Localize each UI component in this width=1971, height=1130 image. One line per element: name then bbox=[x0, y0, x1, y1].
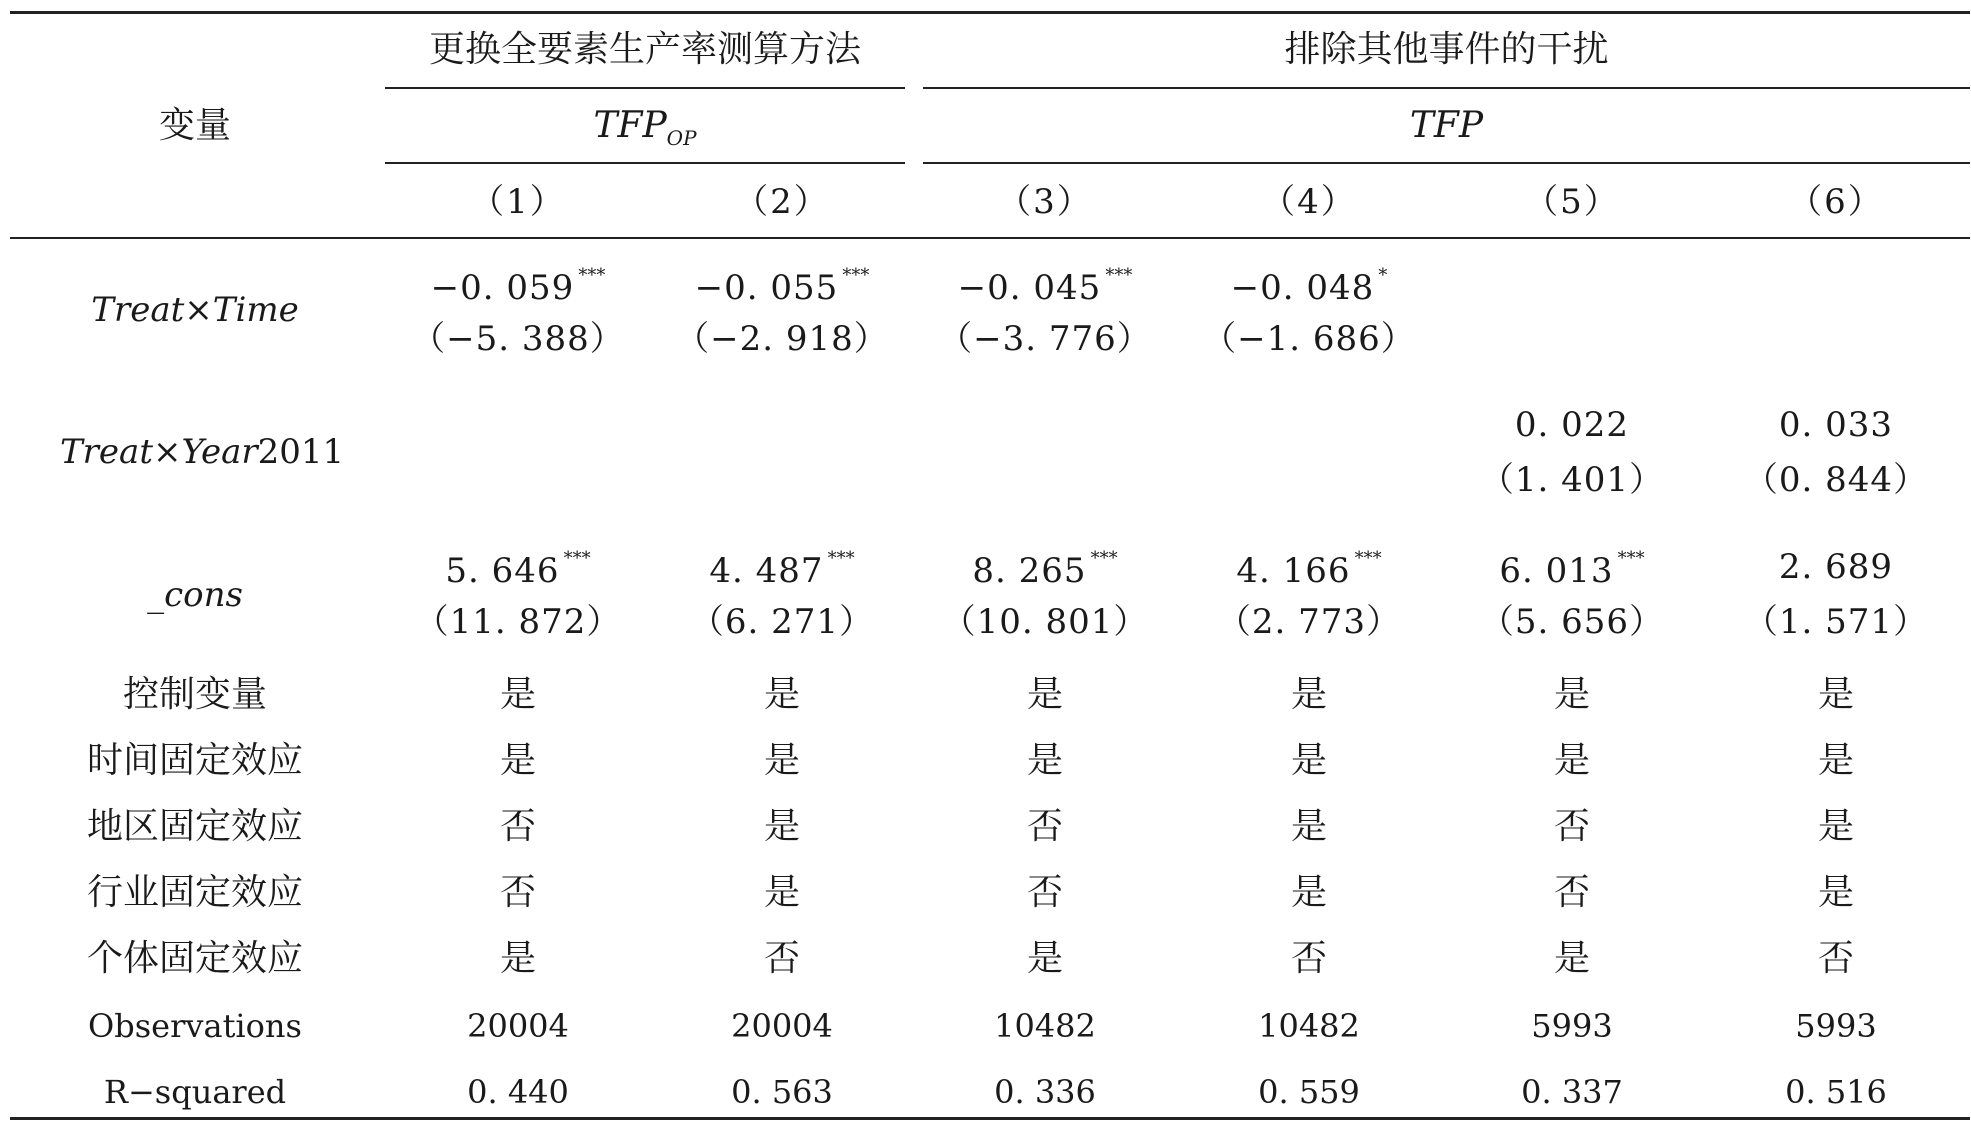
yes-no-cell: 是 bbox=[763, 740, 800, 781]
col-number: （6） bbox=[1788, 182, 1884, 222]
yes-no-cell: 是 bbox=[1290, 806, 1327, 847]
col-number: （5） bbox=[1524, 182, 1620, 222]
group1-dep-underline bbox=[385, 162, 905, 164]
yes-no-cell: 是 bbox=[1817, 674, 1854, 715]
observations-cell: 5993 bbox=[1531, 1007, 1613, 1045]
group2-title: 排除其他事件的干扰 bbox=[1284, 29, 1609, 70]
r-squared-cell: 0. 516 bbox=[1785, 1073, 1887, 1111]
row-label-firm-fe: 个体固定效应 bbox=[86, 938, 303, 979]
row-label-time-fe: 时间固定效应 bbox=[86, 740, 303, 781]
r-squared-cell: 0. 563 bbox=[731, 1073, 833, 1111]
row-label-industry-fe: 行业固定效应 bbox=[86, 872, 303, 913]
yes-no-cell: 是 bbox=[499, 674, 536, 715]
yes-no-cell: 是 bbox=[763, 872, 800, 913]
row-label-r-squared: R−squared bbox=[103, 1073, 287, 1111]
col-number: （1） bbox=[470, 182, 566, 222]
yes-no-cell: 是 bbox=[1290, 872, 1327, 913]
group1-dependent-variable bbox=[385, 105, 905, 150]
tstat-cell: （11. 872） bbox=[414, 602, 622, 642]
yes-no-cell: 是 bbox=[1817, 806, 1854, 847]
coef-cell: 0. 022 bbox=[1514, 405, 1630, 445]
coef-cell: 4. 166 *** bbox=[1236, 548, 1382, 591]
r-squared-cell: 0. 336 bbox=[994, 1073, 1096, 1111]
row-label-cons: _cons bbox=[147, 575, 243, 615]
coef-cell: 6. 013 *** bbox=[1499, 548, 1645, 591]
top-rule bbox=[10, 11, 1970, 14]
yes-no-cell: 否 bbox=[763, 938, 800, 979]
row-label-treat-year2011: Treat×Year2011 bbox=[60, 432, 345, 472]
tstat-cell: （−1. 686） bbox=[1202, 319, 1416, 359]
yes-no-cell: 否 bbox=[1817, 938, 1854, 979]
tstat-cell: （0. 844） bbox=[1743, 460, 1929, 500]
row-label-controls: 控制变量 bbox=[122, 674, 267, 715]
yes-no-cell: 是 bbox=[1026, 938, 1063, 979]
header-bottom-rule bbox=[10, 237, 1970, 239]
yes-no-cell: 是 bbox=[499, 740, 536, 781]
yes-no-cell: 是 bbox=[763, 674, 800, 715]
yes-no-cell: 是 bbox=[763, 806, 800, 847]
observations-cell: 5993 bbox=[1795, 1007, 1877, 1045]
group2-dep-underline bbox=[923, 162, 1970, 164]
yes-no-cell: 是 bbox=[1817, 872, 1854, 913]
variable-header: 变量 bbox=[158, 105, 231, 146]
coef-cell: −0. 045 *** bbox=[957, 265, 1133, 308]
group2-dependent-variable: TFP bbox=[1409, 105, 1484, 146]
group1-underline bbox=[385, 87, 905, 89]
observations-cell: 10482 bbox=[1258, 1007, 1360, 1045]
yes-no-cell: 是 bbox=[1553, 674, 1590, 715]
yes-no-cell: 否 bbox=[1290, 938, 1327, 979]
tstat-cell: （−5. 388） bbox=[411, 319, 625, 359]
r-squared-cell: 0. 440 bbox=[467, 1073, 569, 1111]
yes-no-cell: 否 bbox=[1026, 806, 1063, 847]
yes-no-cell: 是 bbox=[1553, 740, 1590, 781]
yes-no-cell: 否 bbox=[1553, 806, 1590, 847]
coef-cell: −0. 048 * bbox=[1230, 265, 1388, 308]
yes-no-cell: 是 bbox=[1817, 740, 1854, 781]
col-number: （2） bbox=[734, 182, 830, 222]
observations-cell: 10482 bbox=[994, 1007, 1096, 1045]
yes-no-cell: 否 bbox=[499, 806, 536, 847]
coef-cell: −0. 059 *** bbox=[430, 265, 606, 308]
yes-no-cell: 是 bbox=[1553, 938, 1590, 979]
tfp-subscript: OP bbox=[666, 126, 697, 150]
tstat-cell: （5. 656） bbox=[1479, 602, 1665, 642]
group2-underline bbox=[923, 87, 1970, 89]
tfp-main: TFP bbox=[593, 105, 667, 146]
yes-no-cell: 是 bbox=[1290, 674, 1327, 715]
yes-no-cell: 否 bbox=[1026, 872, 1063, 913]
coef-cell: 8. 265 *** bbox=[972, 548, 1118, 591]
yes-no-cell: 是 bbox=[499, 938, 536, 979]
r-squared-cell: 0. 559 bbox=[1258, 1073, 1360, 1111]
observations-cell: 20004 bbox=[731, 1007, 833, 1045]
r-squared-cell: 0. 337 bbox=[1521, 1073, 1623, 1111]
bottom-rule bbox=[10, 1117, 1970, 1120]
yes-no-cell: 是 bbox=[1026, 674, 1063, 715]
yes-no-cell: 否 bbox=[1553, 872, 1590, 913]
yes-no-cell: 否 bbox=[499, 872, 536, 913]
group1-title: 更换全要素生产率测算方法 bbox=[428, 29, 861, 70]
yes-no-cell: 是 bbox=[1290, 740, 1327, 781]
col-number: （4） bbox=[1261, 182, 1357, 222]
coef-cell: 0. 033 bbox=[1778, 405, 1894, 445]
col-number: （3） bbox=[997, 182, 1093, 222]
tstat-cell: （10. 801） bbox=[941, 602, 1149, 642]
yes-no-cell: 是 bbox=[1026, 740, 1063, 781]
coef-cell: 4. 487 *** bbox=[709, 548, 855, 591]
tstat-cell: （1. 571） bbox=[1743, 602, 1929, 642]
row-label-region-fe: 地区固定效应 bbox=[86, 806, 303, 847]
coef-cell: −0. 055 *** bbox=[694, 265, 870, 308]
row-label-treat-time: Treat×Time bbox=[91, 290, 299, 330]
observations-cell: 20004 bbox=[467, 1007, 569, 1045]
row-label-observations: Observations bbox=[88, 1007, 302, 1045]
coef-cell: 5. 646 *** bbox=[445, 548, 591, 591]
tstat-cell: （−3. 776） bbox=[938, 319, 1152, 359]
tstat-cell: （−2. 918） bbox=[675, 319, 889, 359]
coef-cell: 2. 689 bbox=[1778, 547, 1894, 587]
tstat-cell: （1. 401） bbox=[1479, 460, 1665, 500]
tstat-cell: （2. 773） bbox=[1216, 602, 1402, 642]
tstat-cell: （6. 271） bbox=[689, 602, 875, 642]
